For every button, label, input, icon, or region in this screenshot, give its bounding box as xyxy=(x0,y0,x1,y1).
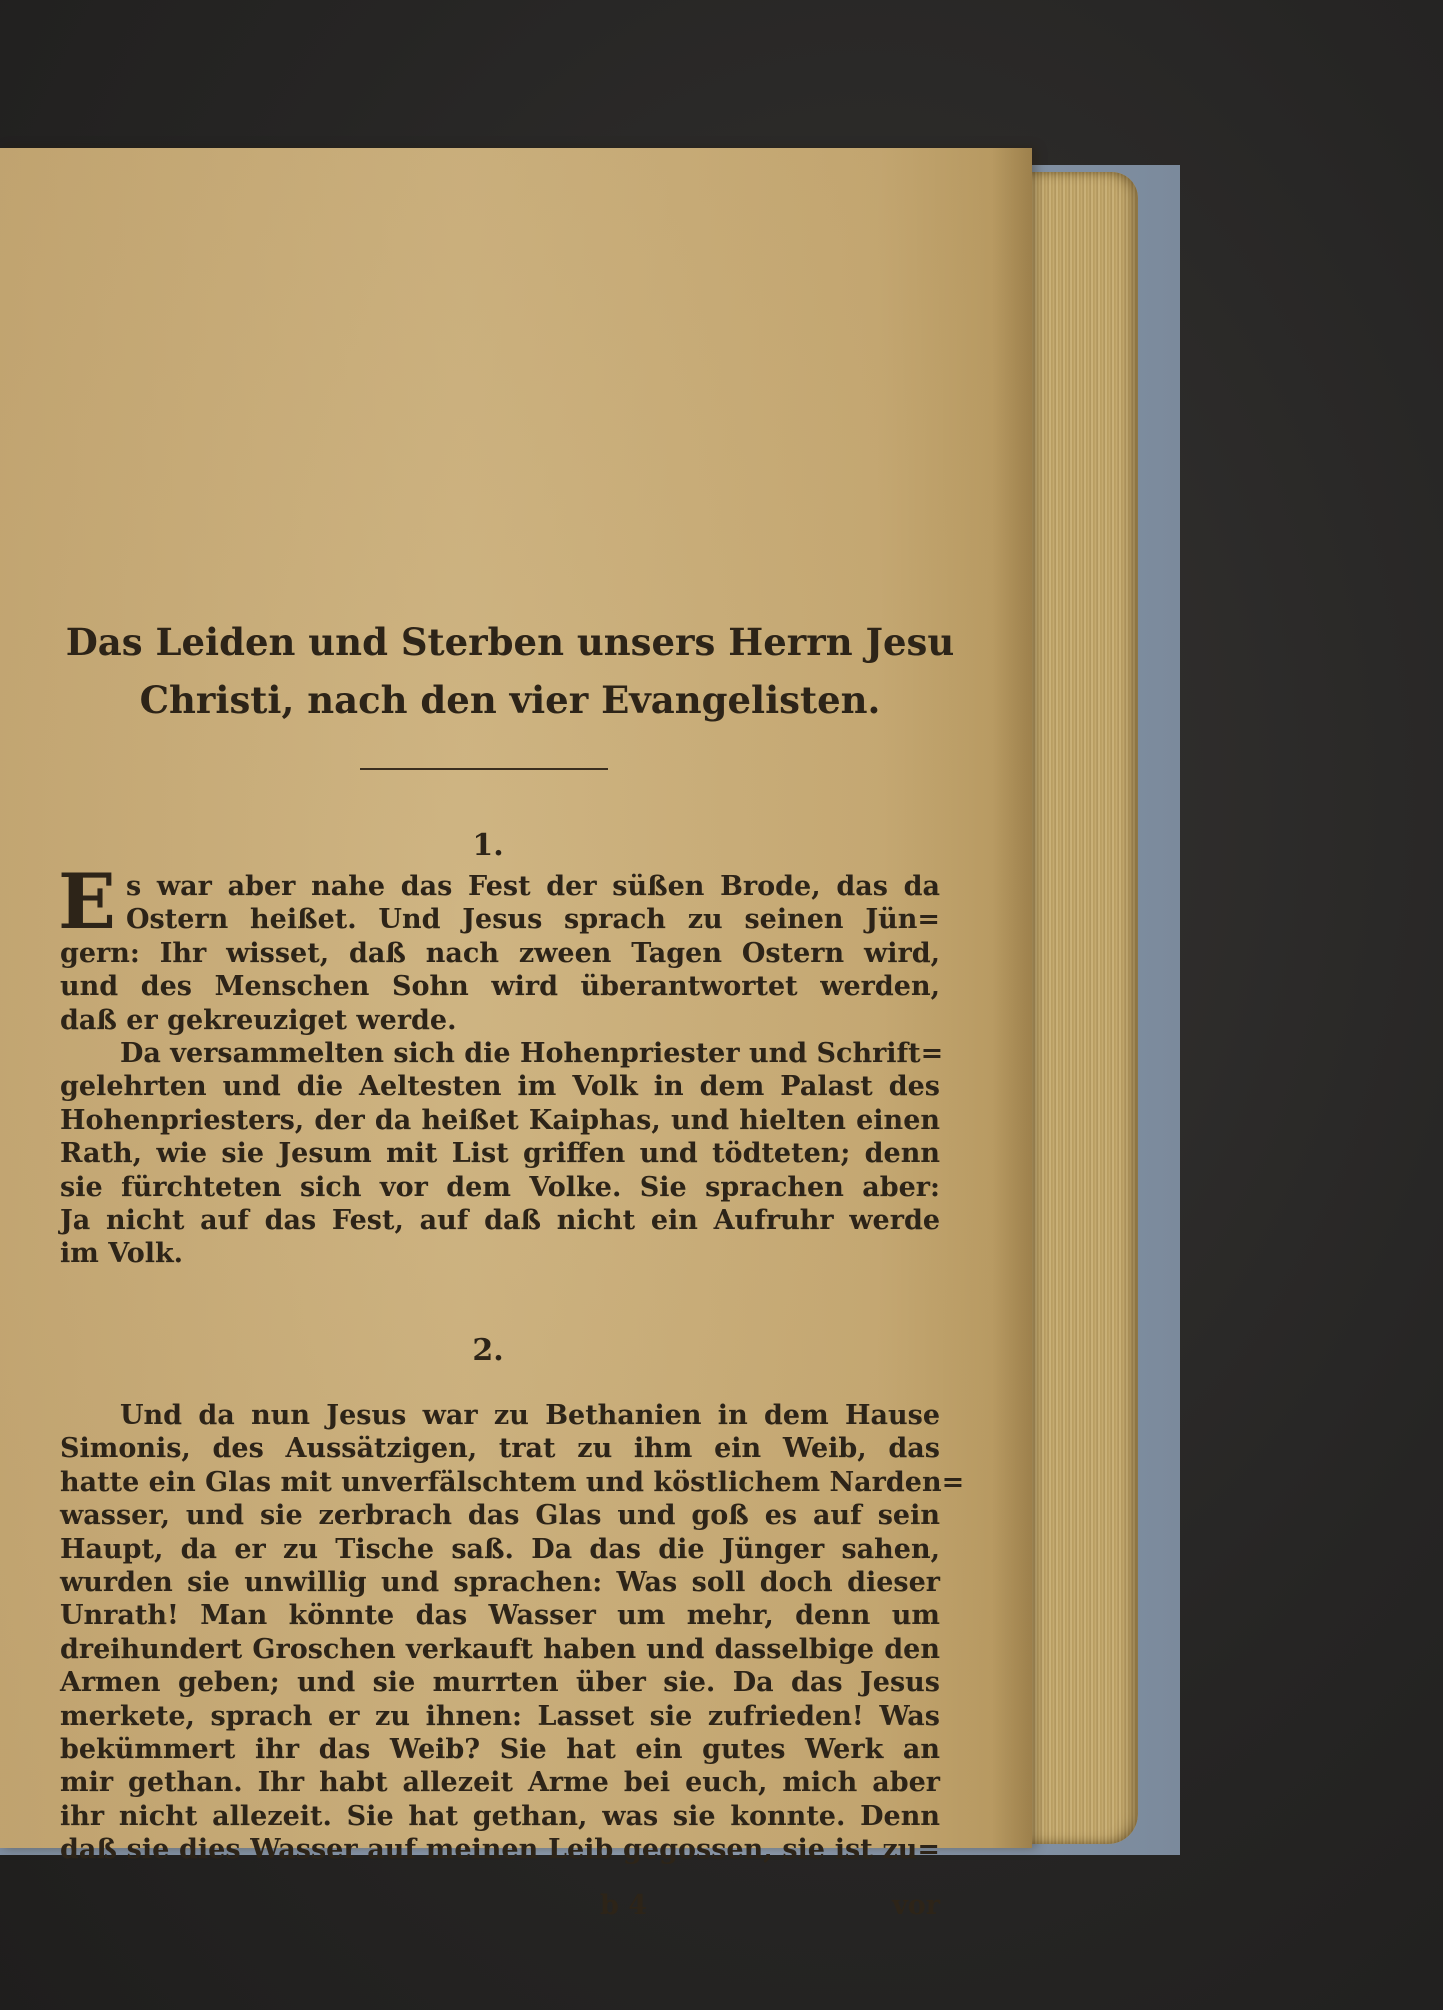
signature-mark: b 4 xyxy=(600,1890,648,1921)
text-line: bekümmert ihr das Weib? Sie hat ein gutes Werk an xyxy=(60,1733,940,1765)
book-page xyxy=(0,148,1032,1921)
section-2-paragraph xyxy=(60,1399,965,1866)
text-line: daß er gekreuziget werde. xyxy=(60,1004,457,1036)
text-line: ihr nicht allezeit. Sie hat gethan, was sie konnte. Denn xyxy=(60,1800,940,1832)
text-line: wasser, und sie zerbrach das Glas und goß es auf sein xyxy=(60,1500,940,1532)
text-line: Unrath! Man könnte das Wasser um mehr, denn um xyxy=(60,1600,940,1632)
section-number-1: 1. xyxy=(472,828,504,863)
text-line: Da versammelten sich die Hohenpriester und Schrift= xyxy=(120,1038,944,1069)
text-line: daß sie dies Wasser auf meinen Leib gegossen, sie ist zu= xyxy=(60,1834,940,1866)
text-line: im Volk. xyxy=(60,1238,184,1270)
text-line: Hohenpriesters, der da heißet Kaiphas, und hielten einen xyxy=(60,1104,940,1136)
text-line: merkete, sprach er zu ihnen: Lasset sie zufrieden! Was xyxy=(60,1700,940,1732)
text-line: gelehrten und die Aeltesten im Volk in dem Palast des xyxy=(60,1071,940,1103)
text-line: Armen geben; und sie murrten über sie. Da das Jesus xyxy=(60,1667,940,1699)
catchword: vor xyxy=(892,1890,940,1921)
text-line: Haupt, da er zu Tische saß. Da das die Jünger sahen, xyxy=(60,1533,940,1565)
section-1-paragraph-2 xyxy=(60,1037,944,1271)
page-footer xyxy=(60,1890,940,1924)
text-line: wurden sie unwillig und sprachen: Was soll doch dieser xyxy=(60,1566,940,1598)
text-line: Rath, wie sie Jesum mit List griffen und tödteten; denn xyxy=(60,1138,940,1170)
text-line: Ostern heißet. Und Jesus sprach zu seinen Jün= xyxy=(126,904,940,936)
text-line: gern: Ihr wisset, daß nach zween Tagen Ostern wird, xyxy=(60,937,940,969)
text-line: Ja nicht auf das Fest, auf daß nicht ein Aufruhr werde xyxy=(60,1204,940,1236)
text-line: Simonis, des Aussätzigen, trat zu ihm ein Weib, das xyxy=(60,1433,940,1465)
section-number-2: 2. xyxy=(472,1333,504,1368)
heading-divider xyxy=(360,768,608,770)
page-heading: Das Leiden und Sterben unsers Herrn Jesu Christi, nach den vier Evangelisten. xyxy=(65,620,955,722)
text-line: s war aber nahe das Fest der süßen Brode, das da xyxy=(126,871,940,902)
text-line: dreihundert Groschen verkauft haben und dasselbige den xyxy=(60,1633,940,1665)
drop-cap: E xyxy=(58,857,116,946)
text-line: sie fürchteten sich vor dem Volke. Sie sprachen aber: xyxy=(60,1171,940,1203)
section-1-paragraph-1 xyxy=(60,870,940,1037)
text-line: mir gethan. Ihr habt allezeit Arme bei euch, mich aber xyxy=(60,1767,940,1799)
text-line: hatte ein Glas mit unverfälschtem und köstlichem Narden= xyxy=(60,1466,965,1498)
text-line: Und da nun Jesus war zu Bethanien in dem Hause xyxy=(120,1400,940,1431)
text-line: und des Menschen Sohn wird überantwortet werden, xyxy=(60,971,940,1003)
